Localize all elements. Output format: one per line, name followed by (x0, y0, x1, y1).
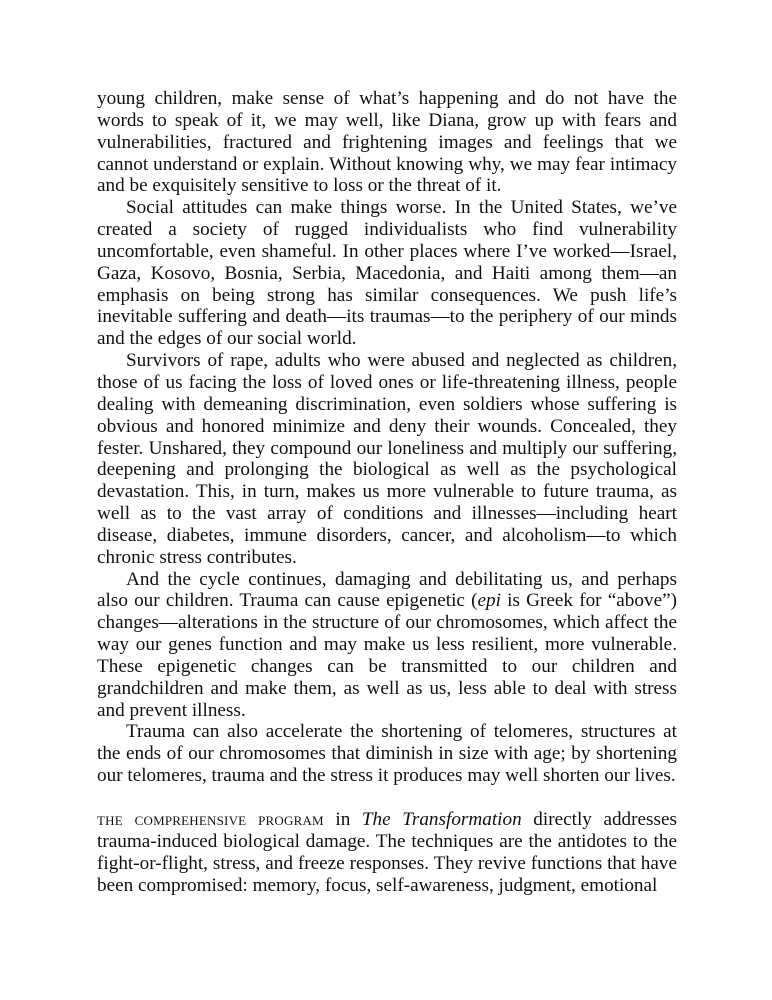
paragraph-program-text-1: in (323, 809, 362, 830)
section-break (97, 787, 677, 809)
paragraph-cycle-text-1: And the cycle continues, damaging and debilitating us, and perhaps also our children. Trauma can cause epigenetic ( (97, 568, 677, 612)
paragraph-program-book-title: The Transformation (361, 809, 522, 830)
paragraph-cycle (97, 569, 677, 722)
paragraph-program-text-2: directly addresses trauma-induced biological damage. The techniques are the antidotes to the fight-or-flight, stress, and freeze responses. They revive functions that have been compromised: memory, focus, self-awareness, judgment, emotional (97, 809, 677, 896)
paragraph-social-attitudes: Social attitudes can make things worse. In the United States, we’ve created a society of rugged individualists who find vulnerability uncomfortable, even shameful. In other places where I’ve worked—Israel, Gaza, Kosovo, Bosnia, Serbia, Macedonia, and Haiti among them—an emphasis on being strong has similar consequences. We push life’s inevitable suffering and death—its traumas—to the periphery of our minds and the edges of our social world. (97, 197, 677, 350)
paragraph-program-lead-in: the comprehensive program (97, 809, 324, 830)
paragraph-cycle-italic: epi (477, 590, 501, 612)
paragraph-program (97, 809, 677, 896)
paragraph-telomeres: Trauma can also accelerate the shortening of telomeres, structures at the ends of our chromosomes that diminish in size with age; by shortening our telomeres, trauma and the stress it produces may well shorten our lives. (97, 721, 677, 787)
paragraph-continuation: young children, make sense of what’s happening and do not have the words to speak of it, we may well, like Diana, grow up with fears and vulnerabilities, fractured and frightening images and feelings that we cannot understand or explain. Without knowing why, we may fear intimacy and be exquisitely sensitive to loss or the threat of it. (97, 88, 677, 197)
paragraph-survivors: Survivors of rape, adults who were abused and neglected as children, those of us facing the loss of loved ones or life-threatening illness, people dealing with demeaning discrimination, even soldiers whose suffering is obvious and honored minimize and deny their wounds. Concealed, they fester. Unshared, they compound our loneliness and multiply our suffering, deepening and prolonging the biological as well as the psychological devastation. This, in turn, makes us more vulnerable to future trauma, as well as to the vast array of conditions and illnesses—including heart disease, diabetes, immune disorders, cancer, and alcoholism—to which chronic stress contributes. (97, 350, 677, 568)
page-body (97, 88, 677, 896)
paragraph-cycle-text-2: is Greek for “above”) changes—alterations in the structure of our chromosomes, which affect the way our genes function and may make us less resilient, more vulnerable. These epigenetic changes can be transmitted to our children and grandchildren and make them, as well as us, less able to deal with stress and prevent illness. (97, 590, 677, 721)
